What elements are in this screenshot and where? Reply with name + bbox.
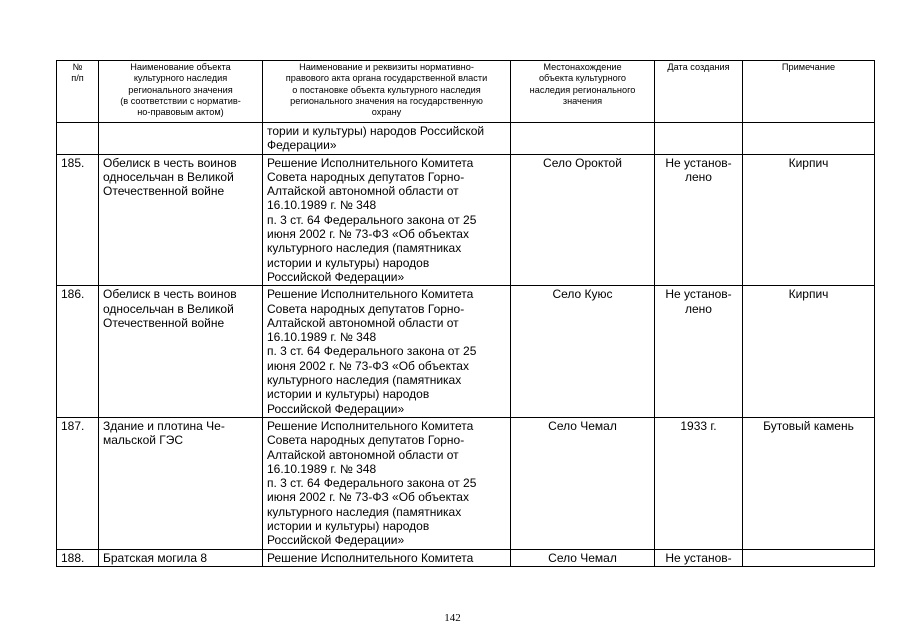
cell-creation-date: Не установ-: [655, 549, 743, 566]
cell-number: 185.: [57, 154, 99, 286]
cell-legal-act: Решение Исполнительного Комитета Совета народных депутатов Горно- Алтайской автономной области от 16.10.1989 г. № 348 п. 3 ст. 64 Федерального закона от 25 июня 2002 г. № 73-ФЗ «Об объектах культурного наследия (памятниках истории и культуры) народов Российской Федерации»: [263, 286, 511, 418]
heritage-registry-table: [56, 60, 875, 567]
cell-note: [743, 123, 875, 155]
cell-location: Село Чемал: [511, 417, 655, 549]
cell-note: Бутовый камень: [743, 417, 875, 549]
cell-object-name: Обелиск в честь воинов односельчан в Великой Отечественной войне: [99, 286, 263, 418]
header-object-name: Наименование объекта культурного наследия регионального значения (в соответствии с норматив- но-правовым актом): [99, 61, 263, 123]
cell-note: Кирпич: [743, 154, 875, 286]
table-row: [57, 549, 875, 566]
cell-legal-act: Решение Исполнительного Комитета Совета народных депутатов Горно- Алтайской автономной области от 16.10.1989 г. № 348 п. 3 ст. 64 Федерального закона от 25 июня 2002 г. № 73-ФЗ «Об объектах культурного наследия (памятниках истории и культуры) народов Российской Федерации»: [263, 417, 511, 549]
cell-legal-act: Решение Исполнительного Комитета Совета народных депутатов Горно- Алтайской автономной области от 16.10.1989 г. № 348 п. 3 ст. 64 Федерального закона от 25 июня 2002 г. № 73-ФЗ «Об объектах культурного наследия (памятниках истории и культуры) народов Российской Федерации»: [263, 154, 511, 286]
table-row: [57, 286, 875, 418]
cell-location: Село Чемал: [511, 549, 655, 566]
cell-object-name: Здание и плотина Че- мальской ГЭС: [99, 417, 263, 549]
header-number: № п/п: [57, 61, 99, 123]
table-row: [57, 154, 875, 286]
cell-object-name: [99, 123, 263, 155]
table-row: [57, 417, 875, 549]
cell-creation-date: Не установ- лено: [655, 286, 743, 418]
cell-creation-date: 1933 г.: [655, 417, 743, 549]
cell-location: [511, 123, 655, 155]
table-row-continuation: [57, 123, 875, 155]
header-location: Местонахождение объекта культурного наследия регионального значения: [511, 61, 655, 123]
header-note: Примечание: [743, 61, 875, 123]
cell-note: Кирпич: [743, 286, 875, 418]
cell-legal-act: Решение Исполнительного Комитета: [263, 549, 511, 566]
cell-number: 187.: [57, 417, 99, 549]
header-legal-act: Наименование и реквизиты нормативно- правового акта органа государственной власти о постановке объекта культурного наследия регионального значения на государственную охрану: [263, 61, 511, 123]
cell-number: [57, 123, 99, 155]
cell-number: 186.: [57, 286, 99, 418]
cell-location: Село Куюс: [511, 286, 655, 418]
cell-legal-act: тории и культуры) народов Российской Федерации»: [263, 123, 511, 155]
cell-number: 188.: [57, 549, 99, 566]
cell-creation-date: [655, 123, 743, 155]
table-header: [57, 61, 875, 123]
cell-object-name: Братская могила 8: [99, 549, 263, 566]
cell-creation-date: Не установ- лено: [655, 154, 743, 286]
cell-note: [743, 549, 875, 566]
page-number: 142: [444, 612, 461, 624]
cell-location: Село Ороктой: [511, 154, 655, 286]
header-creation-date: Дата создания: [655, 61, 743, 123]
cell-object-name: Обелиск в честь воинов односельчан в Великой Отечественной войне: [99, 154, 263, 286]
